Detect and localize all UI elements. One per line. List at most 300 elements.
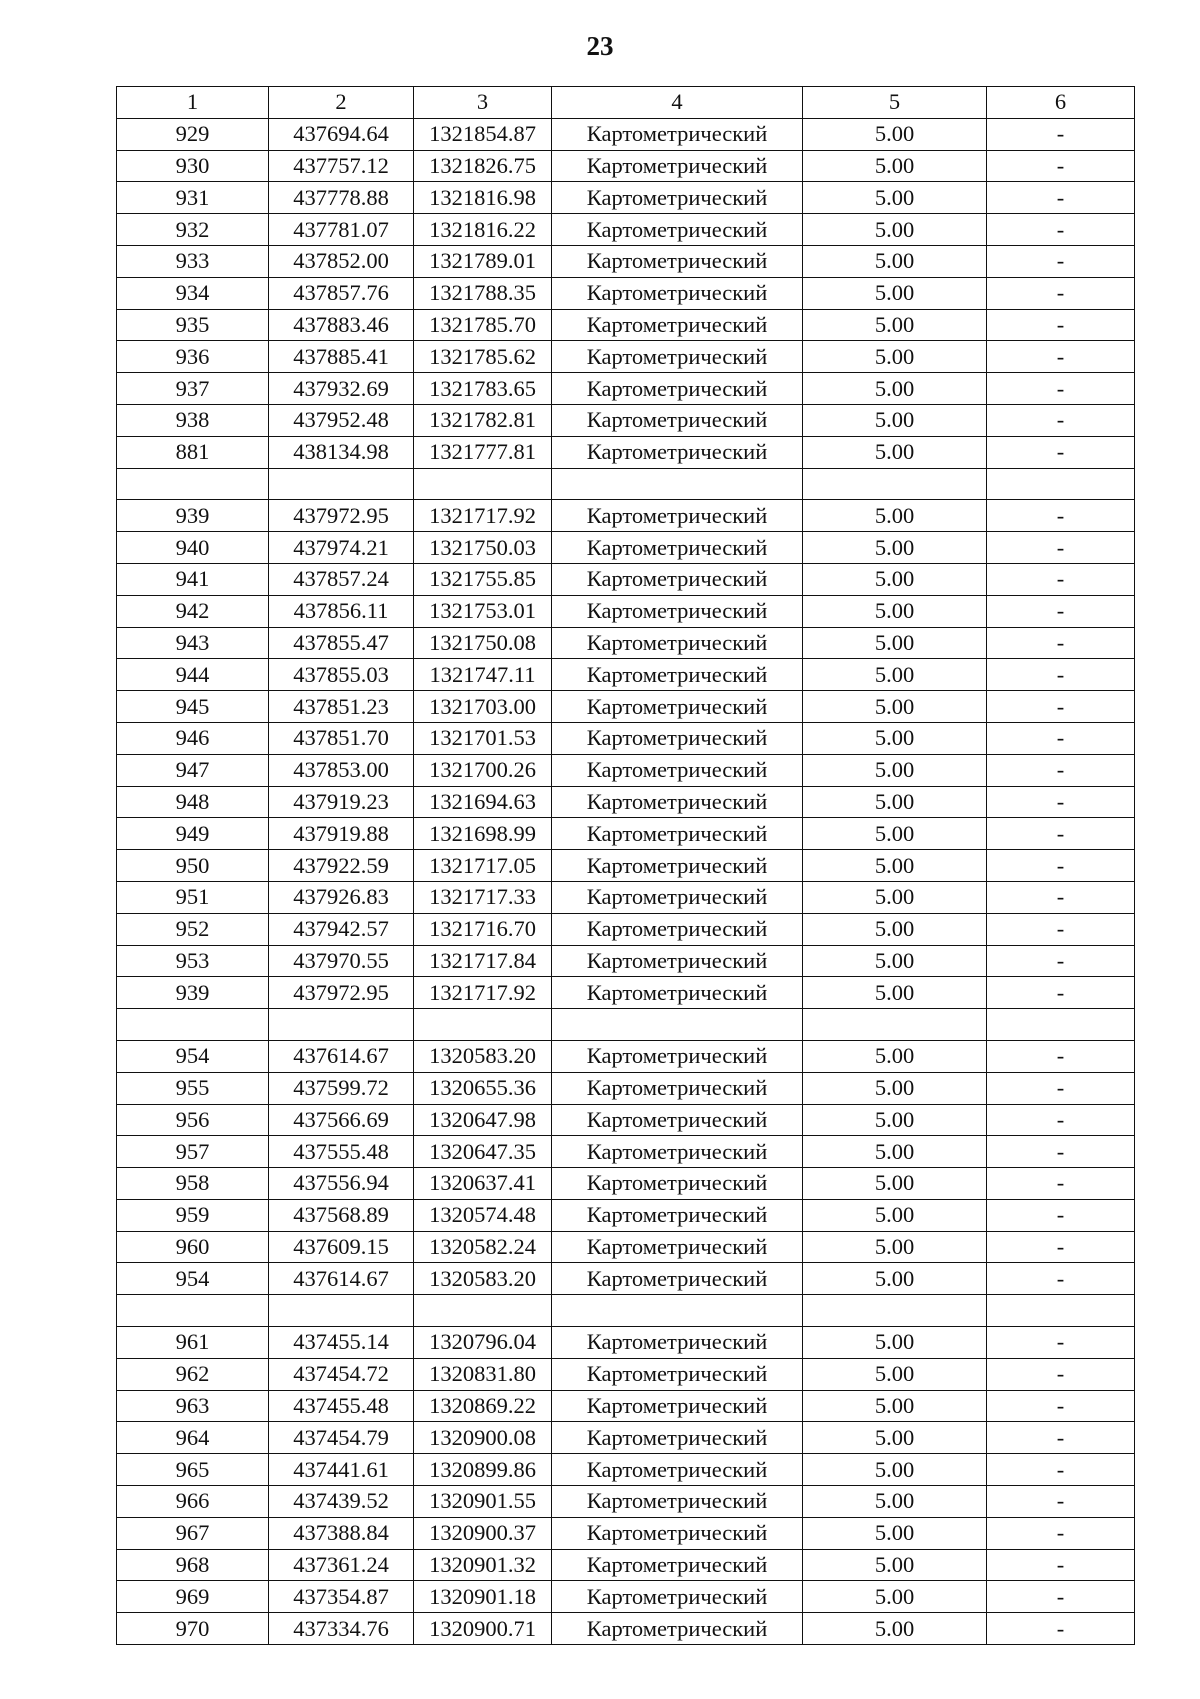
method-cell: Картометрический [552,1454,803,1486]
table-row [117,754,1135,786]
point-number-cell: 939 [117,500,269,532]
method-cell: Картометрический [552,563,803,595]
y-coordinate-cell: 1320583.20 [414,1040,552,1072]
point-number-cell: 966 [117,1486,269,1518]
y-coordinate-cell: 1321753.01 [414,595,552,627]
point-number-cell: 945 [117,691,269,723]
accuracy-cell: 5.00 [803,818,987,850]
x-coordinate-cell: 437970.55 [269,945,414,977]
x-coordinate-cell: 437757.12 [269,150,414,182]
accuracy-cell: 5.00 [803,404,987,436]
note-cell: - [987,1454,1135,1486]
table-row [117,722,1135,754]
accuracy-cell: 5.00 [803,150,987,182]
x-coordinate-cell: 437614.67 [269,1263,414,1295]
method-cell: Картометрический [552,1168,803,1200]
accuracy-cell: 5.00 [803,1390,987,1422]
note-cell: - [987,627,1135,659]
point-number-cell: 959 [117,1199,269,1231]
point-number-cell: 936 [117,341,269,373]
y-coordinate-cell: 1320901.32 [414,1549,552,1581]
accuracy-cell: 5.00 [803,881,987,913]
method-cell: Картометрический [552,786,803,818]
method-cell: Картометрический [552,1104,803,1136]
x-coordinate-cell: 437566.69 [269,1104,414,1136]
method-cell: Картометрический [552,754,803,786]
point-number-cell: 930 [117,150,269,182]
x-coordinate-cell: 437555.48 [269,1136,414,1168]
column-header: 1 [117,87,269,119]
accuracy-cell: 5.00 [803,182,987,214]
x-coordinate-cell: 437851.70 [269,722,414,754]
note-cell [987,1295,1135,1327]
column-header: 2 [269,87,414,119]
note-cell: - [987,309,1135,341]
method-cell: Картометрический [552,1072,803,1104]
column-header: 3 [414,87,552,119]
y-coordinate-cell: 1320901.55 [414,1486,552,1518]
note-cell: - [987,722,1135,754]
note-cell: - [987,563,1135,595]
x-coordinate-cell: 437439.52 [269,1486,414,1518]
point-number-cell: 967 [117,1517,269,1549]
y-coordinate-cell: 1321783.65 [414,373,552,405]
note-cell: - [987,1517,1135,1549]
point-number-cell: 953 [117,945,269,977]
x-coordinate-cell: 437974.21 [269,532,414,564]
note-cell: - [987,1168,1135,1200]
method-cell: Картометрический [552,1613,803,1645]
table-row [117,1231,1135,1263]
point-number-cell: 958 [117,1168,269,1200]
note-cell [987,1009,1135,1041]
note-cell: - [987,532,1135,564]
x-coordinate-cell [269,1295,414,1327]
method-cell: Картометрический [552,277,803,309]
point-number-cell: 969 [117,1581,269,1613]
method-cell: Картометрический [552,182,803,214]
note-cell: - [987,1263,1135,1295]
accuracy-cell: 5.00 [803,1104,987,1136]
accuracy-cell: 5.00 [803,691,987,723]
method-cell: Картометрический [552,1358,803,1390]
note-cell: - [987,404,1135,436]
point-number-cell: 933 [117,245,269,277]
method-cell: Картометрический [552,722,803,754]
note-cell: - [987,913,1135,945]
table-row [117,1581,1135,1613]
method-cell: Картометрический [552,150,803,182]
y-coordinate-cell: 1320899.86 [414,1454,552,1486]
point-number-cell: 961 [117,1327,269,1359]
note-cell: - [987,500,1135,532]
method-cell: Картометрический [552,913,803,945]
accuracy-cell: 5.00 [803,214,987,246]
y-coordinate-cell: 1320796.04 [414,1327,552,1359]
point-number-cell: 963 [117,1390,269,1422]
table-row [117,1358,1135,1390]
accuracy-cell: 5.00 [803,1613,987,1645]
note-cell: - [987,1199,1135,1231]
y-coordinate-cell: 1320647.35 [414,1136,552,1168]
point-number-cell: 935 [117,309,269,341]
accuracy-cell [803,1009,987,1041]
point-number-cell: 964 [117,1422,269,1454]
x-coordinate-cell: 437857.24 [269,563,414,595]
note-cell: - [987,1358,1135,1390]
y-coordinate-cell: 1320900.37 [414,1517,552,1549]
note-cell: - [987,1581,1135,1613]
x-coordinate-cell: 438134.98 [269,436,414,468]
note-cell: - [987,754,1135,786]
y-coordinate-cell: 1320901.18 [414,1581,552,1613]
accuracy-cell: 5.00 [803,1040,987,1072]
point-number-cell: 954 [117,1263,269,1295]
method-cell: Картометрический [552,214,803,246]
accuracy-cell: 5.00 [803,722,987,754]
x-coordinate-cell: 437388.84 [269,1517,414,1549]
y-coordinate-cell: 1321694.63 [414,786,552,818]
point-number-cell [117,1009,269,1041]
accuracy-cell: 5.00 [803,1263,987,1295]
method-cell: Картометрический [552,118,803,150]
note-cell: - [987,182,1135,214]
point-number-cell: 938 [117,404,269,436]
table-row [117,500,1135,532]
x-coordinate-cell: 437972.95 [269,977,414,1009]
y-coordinate-cell: 1321717.33 [414,881,552,913]
point-number-cell: 954 [117,1040,269,1072]
note-cell: - [987,945,1135,977]
method-cell: Картометрический [552,818,803,850]
accuracy-cell: 5.00 [803,309,987,341]
accuracy-cell: 5.00 [803,1549,987,1581]
y-coordinate-cell: 1321788.35 [414,277,552,309]
table-row [117,1136,1135,1168]
x-coordinate-cell: 437952.48 [269,404,414,436]
column-header: 5 [803,87,987,119]
accuracy-cell: 5.00 [803,754,987,786]
table-row [117,245,1135,277]
note-cell: - [987,1422,1135,1454]
x-coordinate-cell: 437852.00 [269,245,414,277]
accuracy-cell: 5.00 [803,659,987,691]
table-row [117,1517,1135,1549]
accuracy-cell: 5.00 [803,277,987,309]
x-coordinate-cell: 437853.00 [269,754,414,786]
y-coordinate-cell: 1320900.08 [414,1422,552,1454]
accuracy-cell [803,468,987,500]
accuracy-cell: 5.00 [803,977,987,1009]
accuracy-cell: 5.00 [803,1199,987,1231]
point-number-cell: 965 [117,1454,269,1486]
y-coordinate-cell: 1320582.24 [414,1231,552,1263]
point-number-cell: 968 [117,1549,269,1581]
x-coordinate-cell: 437614.67 [269,1040,414,1072]
x-coordinate-cell: 437855.47 [269,627,414,659]
x-coordinate-cell: 437883.46 [269,309,414,341]
note-cell: - [987,850,1135,882]
x-coordinate-cell: 437354.87 [269,1581,414,1613]
note-cell: - [987,1327,1135,1359]
x-coordinate-cell: 437926.83 [269,881,414,913]
table-row [117,118,1135,150]
y-coordinate-cell: 1321750.03 [414,532,552,564]
accuracy-cell: 5.00 [803,1517,987,1549]
table-header-row [117,87,1135,119]
point-number-cell: 944 [117,659,269,691]
note-cell: - [987,118,1135,150]
accuracy-cell: 5.00 [803,1486,987,1518]
table-row [117,1454,1135,1486]
note-cell: - [987,1486,1135,1518]
accuracy-cell: 5.00 [803,1072,987,1104]
x-coordinate-cell: 437855.03 [269,659,414,691]
column-header: 4 [552,87,803,119]
point-number-cell: 939 [117,977,269,1009]
point-number-cell: 970 [117,1613,269,1645]
y-coordinate-cell: 1321789.01 [414,245,552,277]
accuracy-cell: 5.00 [803,1581,987,1613]
point-number-cell: 932 [117,214,269,246]
method-cell: Картометрический [552,977,803,1009]
x-coordinate-cell: 437361.24 [269,1549,414,1581]
point-number-cell: 937 [117,373,269,405]
y-coordinate-cell: 1321717.92 [414,977,552,1009]
table-row [117,436,1135,468]
page-number: 23 [586,31,614,61]
method-cell: Картометрический [552,1390,803,1422]
x-coordinate-cell: 437694.64 [269,118,414,150]
point-number-cell: 952 [117,913,269,945]
x-coordinate-cell: 437856.11 [269,595,414,627]
y-coordinate-cell: 1321755.85 [414,563,552,595]
x-coordinate-cell: 437942.57 [269,913,414,945]
y-coordinate-cell: 1321816.22 [414,214,552,246]
y-coordinate-cell: 1320831.80 [414,1358,552,1390]
y-coordinate-cell: 1321777.81 [414,436,552,468]
method-cell: Картометрический [552,500,803,532]
method-cell: Картометрический [552,659,803,691]
method-cell: Картометрический [552,691,803,723]
x-coordinate-cell: 437455.48 [269,1390,414,1422]
method-cell: Картометрический [552,1517,803,1549]
y-coordinate-cell: 1320655.36 [414,1072,552,1104]
x-coordinate-cell: 437599.72 [269,1072,414,1104]
method-cell: Картометрический [552,1549,803,1581]
accuracy-cell: 5.00 [803,500,987,532]
table-row [117,786,1135,818]
point-number-cell [117,468,269,500]
point-number-cell: 960 [117,1231,269,1263]
coordinates-table [116,86,1135,1645]
y-coordinate-cell: 1321816.98 [414,182,552,214]
table-row [117,373,1135,405]
note-cell: - [987,818,1135,850]
point-number-cell: 881 [117,436,269,468]
note-cell [987,468,1135,500]
point-number-cell: 946 [117,722,269,754]
x-coordinate-cell: 437334.76 [269,1613,414,1645]
point-number-cell: 931 [117,182,269,214]
point-number-cell: 950 [117,850,269,882]
point-number-cell: 955 [117,1072,269,1104]
accuracy-cell: 5.00 [803,1454,987,1486]
y-coordinate-cell: 1321717.84 [414,945,552,977]
table-row [117,1263,1135,1295]
x-coordinate-cell: 437568.89 [269,1199,414,1231]
point-number-cell: 943 [117,627,269,659]
y-coordinate-cell: 1321785.62 [414,341,552,373]
y-coordinate-cell: 1321717.05 [414,850,552,882]
table-row [117,404,1135,436]
method-cell [552,468,803,500]
y-coordinate-cell: 1321717.92 [414,500,552,532]
accuracy-cell: 5.00 [803,1136,987,1168]
method-cell: Картометрический [552,945,803,977]
method-cell [552,1009,803,1041]
note-cell: - [987,1072,1135,1104]
method-cell: Картометрический [552,1327,803,1359]
table-row [117,1199,1135,1231]
accuracy-cell: 5.00 [803,595,987,627]
table-row [117,913,1135,945]
note-cell: - [987,214,1135,246]
table-row [117,850,1135,882]
x-coordinate-cell: 437851.23 [269,691,414,723]
y-coordinate-cell: 1320869.22 [414,1390,552,1422]
accuracy-cell: 5.00 [803,1422,987,1454]
y-coordinate-cell [414,468,552,500]
accuracy-cell: 5.00 [803,1168,987,1200]
y-coordinate-cell: 1320900.71 [414,1613,552,1645]
table-row [117,182,1135,214]
method-cell: Картометрический [552,404,803,436]
y-coordinate-cell: 1321782.81 [414,404,552,436]
method-cell: Картометрический [552,532,803,564]
table-row [117,1104,1135,1136]
y-coordinate-cell: 1321698.99 [414,818,552,850]
note-cell: - [987,595,1135,627]
method-cell: Картометрический [552,373,803,405]
method-cell: Картометрический [552,309,803,341]
table-row [117,468,1135,500]
accuracy-cell: 5.00 [803,1327,987,1359]
y-coordinate-cell: 1321700.26 [414,754,552,786]
note-cell: - [987,436,1135,468]
table-row [117,341,1135,373]
table-row [117,214,1135,246]
note-cell: - [987,1104,1135,1136]
point-number-cell: 942 [117,595,269,627]
method-cell: Картометрический [552,1040,803,1072]
table-row [117,563,1135,595]
accuracy-cell: 5.00 [803,118,987,150]
x-coordinate-cell: 437441.61 [269,1454,414,1486]
y-coordinate-cell: 1321785.70 [414,309,552,341]
y-coordinate-cell: 1321716.70 [414,913,552,945]
x-coordinate-cell: 437972.95 [269,500,414,532]
point-number-cell: 940 [117,532,269,564]
point-number-cell: 951 [117,881,269,913]
method-cell: Картометрический [552,1263,803,1295]
note-cell: - [987,1549,1135,1581]
table-row [117,1295,1135,1327]
x-coordinate-cell: 437919.23 [269,786,414,818]
note-cell: - [987,1613,1135,1645]
note-cell: - [987,691,1135,723]
accuracy-cell: 5.00 [803,850,987,882]
accuracy-cell: 5.00 [803,245,987,277]
method-cell: Картометрический [552,627,803,659]
point-number-cell: 941 [117,563,269,595]
note-cell: - [987,1231,1135,1263]
method-cell: Картометрический [552,595,803,627]
x-coordinate-cell: 437455.14 [269,1327,414,1359]
x-coordinate-cell: 437922.59 [269,850,414,882]
method-cell: Картометрический [552,245,803,277]
note-cell: - [987,150,1135,182]
y-coordinate-cell: 1320637.41 [414,1168,552,1200]
note-cell: - [987,373,1135,405]
table-row [117,309,1135,341]
table-row [117,1072,1135,1104]
method-cell: Картометрический [552,1136,803,1168]
method-cell: Картометрический [552,1581,803,1613]
y-coordinate-cell: 1321701.53 [414,722,552,754]
y-coordinate-cell: 1320574.48 [414,1199,552,1231]
table-row [117,532,1135,564]
y-coordinate-cell: 1321703.00 [414,691,552,723]
table-row [117,1168,1135,1200]
table-row [117,945,1135,977]
table-row [117,1549,1135,1581]
method-cell: Картометрический [552,1199,803,1231]
method-cell: Картометрический [552,1486,803,1518]
table-row [117,1390,1135,1422]
table-row [117,1327,1135,1359]
point-number-cell: 929 [117,118,269,150]
note-cell: - [987,245,1135,277]
note-cell: - [987,659,1135,691]
table-row [117,1009,1135,1041]
y-coordinate-cell: 1321826.75 [414,150,552,182]
point-number-cell: 957 [117,1136,269,1168]
x-coordinate-cell: 437919.88 [269,818,414,850]
y-coordinate-cell: 1320583.20 [414,1263,552,1295]
accuracy-cell [803,1295,987,1327]
x-coordinate-cell: 437609.15 [269,1231,414,1263]
table-row [117,1486,1135,1518]
accuracy-cell: 5.00 [803,945,987,977]
point-number-cell: 947 [117,754,269,786]
x-coordinate-cell: 437857.76 [269,277,414,309]
table-row [117,659,1135,691]
accuracy-cell: 5.00 [803,1231,987,1263]
table-body [117,118,1135,1644]
accuracy-cell: 5.00 [803,341,987,373]
note-cell: - [987,341,1135,373]
x-coordinate-cell: 437932.69 [269,373,414,405]
point-number-cell: 962 [117,1358,269,1390]
method-cell: Картометрический [552,341,803,373]
table-row [117,1040,1135,1072]
x-coordinate-cell [269,468,414,500]
accuracy-cell: 5.00 [803,373,987,405]
x-coordinate-cell: 437885.41 [269,341,414,373]
table-row [117,977,1135,1009]
accuracy-cell: 5.00 [803,436,987,468]
